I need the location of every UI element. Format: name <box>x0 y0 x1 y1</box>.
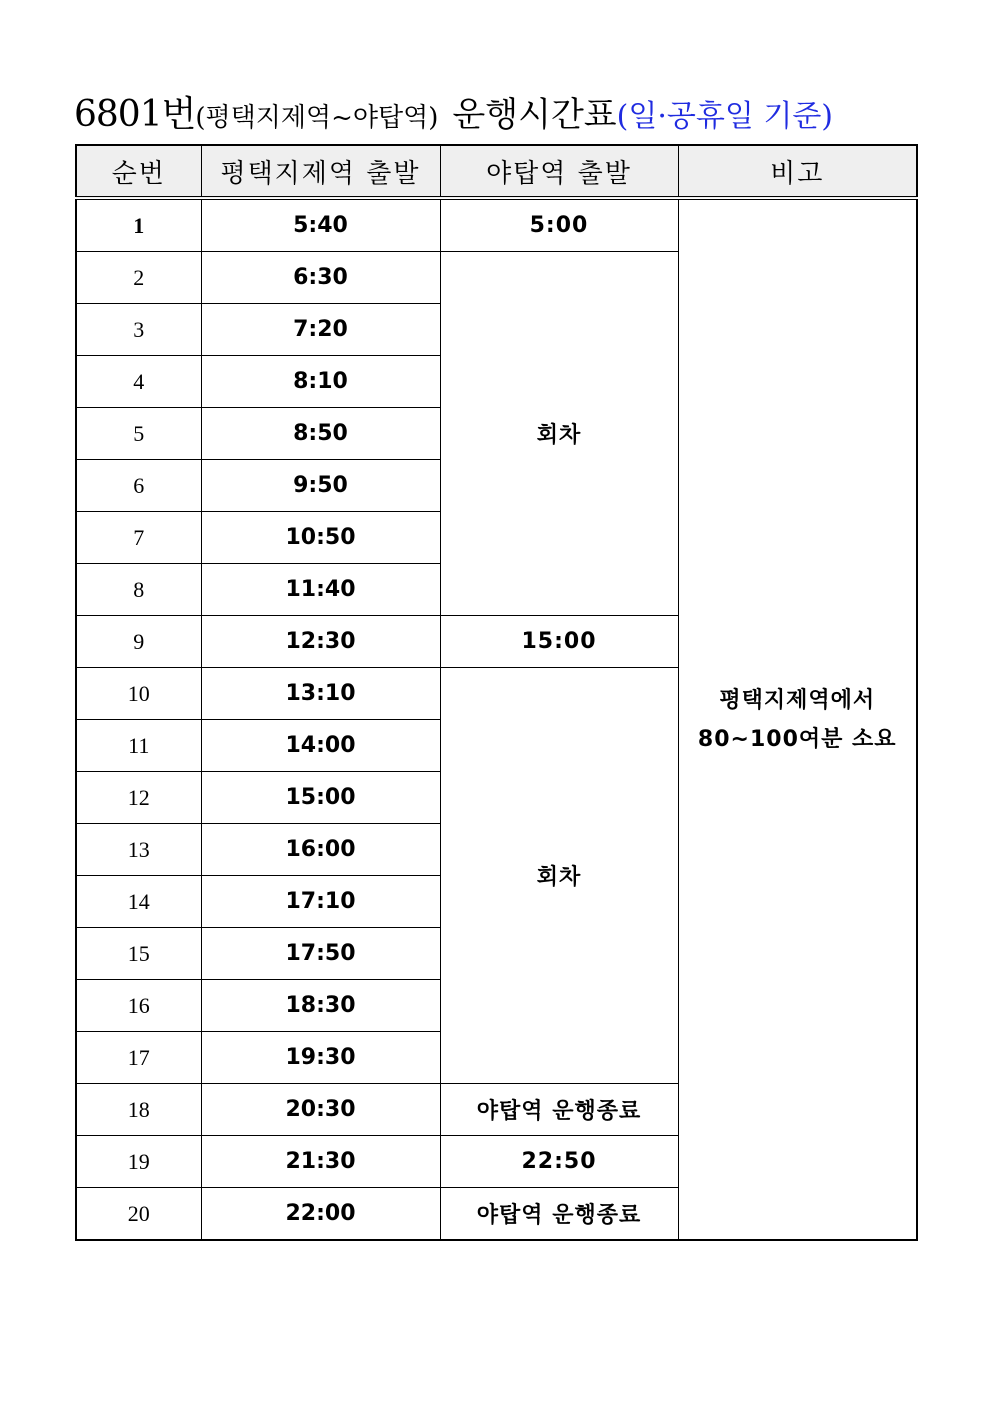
row-number: 7 <box>76 512 201 564</box>
pyeongtaek-depart-time: 7:20 <box>201 304 440 356</box>
yatap-turnaround: 회차 <box>440 668 678 1084</box>
note-cell <box>678 198 917 1240</box>
col-header-pyeongtaek-depart: 평택지제역 출발 <box>201 145 440 198</box>
row-number: 4 <box>76 356 201 408</box>
pyeongtaek-depart-time: 6:30 <box>201 252 440 304</box>
pyeongtaek-depart-time: 15:00 <box>201 772 440 824</box>
pyeongtaek-depart-time: 20:30 <box>201 1084 440 1136</box>
row-number: 8 <box>76 564 201 616</box>
row-number: 14 <box>76 876 201 928</box>
header-row <box>76 145 917 198</box>
pyeongtaek-depart-time: 12:30 <box>201 616 440 668</box>
timetable-label: 운행시간표 <box>452 95 617 135</box>
yatap-turnaround: 회차 <box>440 252 678 616</box>
pyeongtaek-depart-time: 9:50 <box>201 460 440 512</box>
yatap-depart-time: 5:00 <box>440 198 678 252</box>
row-number: 3 <box>76 304 201 356</box>
holiday-basis-label: (일·공휴일 기준) <box>616 99 834 134</box>
pyeongtaek-depart-time: 8:50 <box>201 408 440 460</box>
pyeongtaek-depart-time: 18:30 <box>201 980 440 1032</box>
col-header-yatap-depart: 야탑역 출발 <box>440 145 678 198</box>
pyeongtaek-depart-time: 21:30 <box>201 1136 440 1188</box>
pyeongtaek-depart-time: 17:10 <box>201 876 440 928</box>
timetable <box>75 144 918 1241</box>
row-number: 19 <box>76 1136 201 1188</box>
pyeongtaek-depart-time: 14:00 <box>201 720 440 772</box>
row-number: 12 <box>76 772 201 824</box>
pyeongtaek-depart-time: 13:10 <box>201 668 440 720</box>
pyeongtaek-depart-time: 17:50 <box>201 928 440 980</box>
row-number: 18 <box>76 1084 201 1136</box>
row-number: 17 <box>76 1032 201 1084</box>
row-number: 6 <box>76 460 201 512</box>
col-header-no: 순번 <box>76 145 201 198</box>
pyeongtaek-depart-time: 8:10 <box>201 356 440 408</box>
note-line: 평택지제역에서 <box>719 687 876 713</box>
yatap-service-end: 야탑역 운행종료 <box>440 1188 678 1241</box>
pyeongtaek-depart-time: 19:30 <box>201 1032 440 1084</box>
row-number: 10 <box>76 668 201 720</box>
pyeongtaek-depart-time: 22:00 <box>201 1188 440 1241</box>
col-header-note: 비고 <box>678 145 917 198</box>
yatap-service-end: 야탑역 운행종료 <box>440 1084 678 1136</box>
yatap-depart-time: 22:50 <box>440 1136 678 1188</box>
pyeongtaek-depart-time: 10:50 <box>201 512 440 564</box>
pyeongtaek-depart-time: 16:00 <box>201 824 440 876</box>
row-number: 9 <box>76 616 201 668</box>
row-number: 20 <box>76 1188 201 1241</box>
row-number: 2 <box>76 252 201 304</box>
page-title <box>74 92 934 138</box>
route-section: (평택지제역~야탑역) <box>195 103 439 133</box>
route-number: 6801번 <box>74 94 196 135</box>
row-number: 5 <box>76 408 201 460</box>
row-number: 16 <box>76 980 201 1032</box>
table-row <box>76 198 917 252</box>
row-number: 15 <box>76 928 201 980</box>
row-number: 1 <box>76 198 201 252</box>
row-number: 13 <box>76 824 201 876</box>
note-line: 80~100여분 소요 <box>697 726 897 752</box>
pyeongtaek-depart-time: 11:40 <box>201 564 440 616</box>
pyeongtaek-depart-time: 5:40 <box>201 198 440 252</box>
row-number: 11 <box>76 720 201 772</box>
yatap-depart-time: 15:00 <box>440 616 678 668</box>
